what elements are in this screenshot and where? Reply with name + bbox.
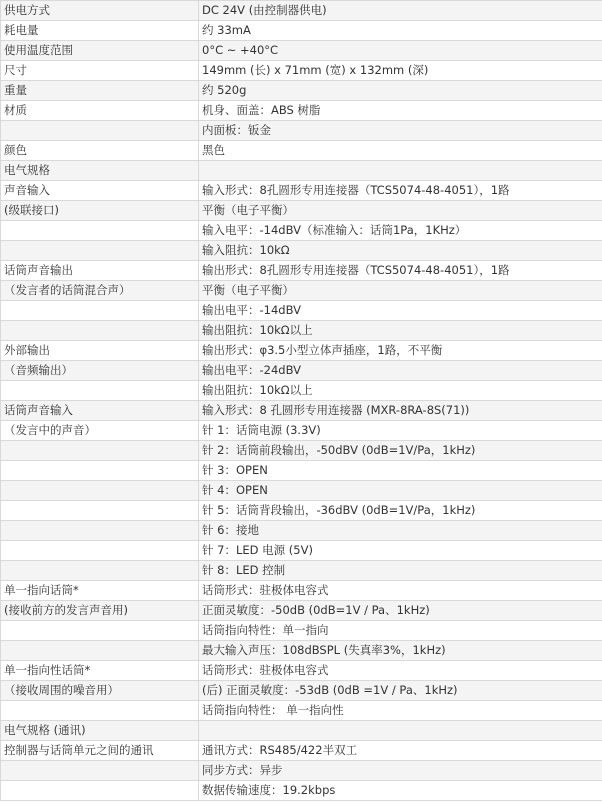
spec-row xyxy=(1,501,602,521)
spec-value-cell: 输出形式：φ3.5小型立体声插座，1路，不平衡 xyxy=(199,341,602,361)
spec-row xyxy=(1,301,602,321)
spec-row xyxy=(1,81,602,101)
spec-row xyxy=(1,121,602,141)
spec-label-cell: 尺寸 xyxy=(1,61,199,81)
spec-label-cell: 话筒声音输入 xyxy=(1,401,199,421)
spec-value-cell: 输入形式：8孔圆形专用连接器（TCS5074-48-4051），1路 xyxy=(199,181,602,201)
spec-label-cell xyxy=(1,221,199,241)
spec-row xyxy=(1,621,602,641)
spec-label-cell: 控制器与话筒单元之间的通讯 xyxy=(1,741,199,761)
spec-row xyxy=(1,381,602,401)
spec-label-cell: 声音输入 xyxy=(1,181,199,201)
spec-label-cell xyxy=(1,521,199,541)
spec-label-cell: 外部输出 xyxy=(1,341,199,361)
spec-row xyxy=(1,361,602,381)
spec-label-cell xyxy=(1,561,199,581)
spec-value-cell xyxy=(199,161,602,181)
spec-value-cell: 针 8：LED 控制 xyxy=(199,561,602,581)
spec-value-cell: 机身、面盖：ABS 树脂 xyxy=(199,101,602,121)
spec-row xyxy=(1,441,602,461)
spec-label-cell xyxy=(1,541,199,561)
spec-value-cell: 输出电平：-14dBV xyxy=(199,301,602,321)
spec-table-body xyxy=(1,1,602,801)
spec-label-cell: 重量 xyxy=(1,81,199,101)
spec-row xyxy=(1,721,602,741)
spec-row xyxy=(1,401,602,421)
spec-label-cell: 供电方式 xyxy=(1,1,199,21)
spec-value-cell: 约 33mA xyxy=(199,21,602,41)
spec-row xyxy=(1,161,602,181)
spec-value-cell: 输入电平：-14dBV（标准输入：话筒1Pa，1KHz） xyxy=(199,221,602,241)
spec-value-cell: 正面灵敏度：-50dB (0dB=1V / Pa、1kHz) xyxy=(199,601,602,621)
spec-row xyxy=(1,681,602,701)
spec-row xyxy=(1,141,602,161)
spec-label-cell: (级联接口) xyxy=(1,201,199,221)
spec-row xyxy=(1,581,602,601)
spec-label-cell: 使用温度范围 xyxy=(1,41,199,61)
spec-row xyxy=(1,201,602,221)
spec-row xyxy=(1,321,602,341)
spec-value-cell: 话筒形式：驻极体电容式 xyxy=(199,581,602,601)
spec-row xyxy=(1,281,602,301)
spec-value-cell: 针 6：接地 xyxy=(199,521,602,541)
spec-value-cell: DC 24V (由控制器供电) xyxy=(199,1,602,21)
spec-label-cell xyxy=(1,121,199,141)
spec-label-cell: (接收前方的发言声音用) xyxy=(1,601,199,621)
spec-label-cell: 耗电量 xyxy=(1,21,199,41)
spec-value-cell: 输出形式：8孔圆形专用连接器（TCS5074-48-4051），1路 xyxy=(199,261,602,281)
spec-value-cell: 通讯方式：RS485/422半双工 xyxy=(199,741,602,761)
spec-value-cell: 平衡（电子平衡） xyxy=(199,281,602,301)
spec-label-cell xyxy=(1,761,199,781)
spec-label-cell: （发言者的话筒混合声） xyxy=(1,281,199,301)
spec-value-cell: 输入形式：8 孔圆形专用连接器 (MXR-8RA-8S(71)) xyxy=(199,401,602,421)
spec-label-cell: 电气规格 (通讯) xyxy=(1,721,199,741)
spec-value-cell: 针 3：OPEN xyxy=(199,461,602,481)
spec-label-cell xyxy=(1,501,199,521)
spec-value-cell: 数据传输速度：19.2kbps xyxy=(199,781,602,801)
spec-value-cell: 输入阻抗：10kΩ xyxy=(199,241,602,261)
spec-label-cell: 单一指向性话筒* xyxy=(1,661,199,681)
spec-row xyxy=(1,241,602,261)
spec-label-cell: 话筒声音输出 xyxy=(1,261,199,281)
spec-value-cell: 针 4：OPEN xyxy=(199,481,602,501)
spec-row xyxy=(1,781,602,801)
spec-row xyxy=(1,521,602,541)
spec-value-cell: 149mm (长) x 71mm (宽) x 132mm (深) xyxy=(199,61,602,81)
spec-row xyxy=(1,181,602,201)
spec-value-cell: 0°C ~ +40°C xyxy=(199,41,602,61)
spec-label-cell xyxy=(1,461,199,481)
spec-label-cell: 颜色 xyxy=(1,141,199,161)
spec-value-cell: 针 5：话筒背段输出，-36dBV (0dB=1V/Pa，1kHz) xyxy=(199,501,602,521)
spec-label-cell xyxy=(1,641,199,661)
spec-row xyxy=(1,701,602,721)
spec-value-cell: 约 520g xyxy=(199,81,602,101)
spec-row xyxy=(1,661,602,681)
spec-row xyxy=(1,481,602,501)
spec-value-cell: 输出阻抗：10kΩ以上 xyxy=(199,381,602,401)
spec-row xyxy=(1,421,602,441)
spec-label-cell: （发言中的声音） xyxy=(1,421,199,441)
spec-label-cell: 电气规格 xyxy=(1,161,199,181)
spec-row xyxy=(1,1,602,21)
spec-label-cell xyxy=(1,701,199,721)
spec-row xyxy=(1,561,602,581)
spec-label-cell xyxy=(1,781,199,801)
spec-label-cell xyxy=(1,441,199,461)
spec-row xyxy=(1,461,602,481)
spec-row xyxy=(1,741,602,761)
spec-value-cell: 话筒形式：驻极体电容式 xyxy=(199,661,602,681)
spec-label-cell xyxy=(1,381,199,401)
spec-value-cell: 输出电平：-24dBV xyxy=(199,361,602,381)
spec-value-cell xyxy=(199,721,602,741)
spec-value-cell: 针 7：LED 电源 (5V) xyxy=(199,541,602,561)
spec-row xyxy=(1,341,602,361)
spec-label-cell xyxy=(1,481,199,501)
spec-row xyxy=(1,41,602,61)
spec-value-cell: 话筒指向特性： 单一指向性 xyxy=(199,701,602,721)
spec-row xyxy=(1,601,602,621)
spec-label-cell: 材质 xyxy=(1,101,199,121)
spec-value-cell: 输出阻抗：10kΩ以上 xyxy=(199,321,602,341)
spec-value-cell: 内面板：钣金 xyxy=(199,121,602,141)
spec-row xyxy=(1,761,602,781)
spec-value-cell: 最大输入声压：108dBSPL (失真率3%，1kHz) xyxy=(199,641,602,661)
spec-value-cell: 黑色 xyxy=(199,141,602,161)
spec-label-cell xyxy=(1,321,199,341)
spec-value-cell: 针 1：话筒电源 (3.3V) xyxy=(199,421,602,441)
spec-value-cell: 针 2：话筒前段输出，-50dBV (0dB=1V/Pa，1kHz) xyxy=(199,441,602,461)
spec-label-cell: （接收周围的噪音用） xyxy=(1,681,199,701)
spec-label-cell xyxy=(1,301,199,321)
spec-row xyxy=(1,21,602,41)
spec-value-cell: 平衡（电子平衡） xyxy=(199,201,602,221)
spec-row xyxy=(1,641,602,661)
spec-row xyxy=(1,541,602,561)
spec-label-cell xyxy=(1,621,199,641)
spec-label-cell: 单一指向话筒* xyxy=(1,581,199,601)
spec-label-cell: （音频输出） xyxy=(1,361,199,381)
spec-value-cell: 同步方式：异步 xyxy=(199,761,602,781)
spec-row xyxy=(1,101,602,121)
spec-value-cell: 话筒指向特性：单一指向 xyxy=(199,621,602,641)
spec-row xyxy=(1,261,602,281)
spec-row xyxy=(1,61,602,81)
spec-label-cell xyxy=(1,241,199,261)
spec-value-cell: (后) 正面灵敏度：-53dB (0dB =1V / Pa、1kHz) xyxy=(199,681,602,701)
spec-row xyxy=(1,221,602,241)
